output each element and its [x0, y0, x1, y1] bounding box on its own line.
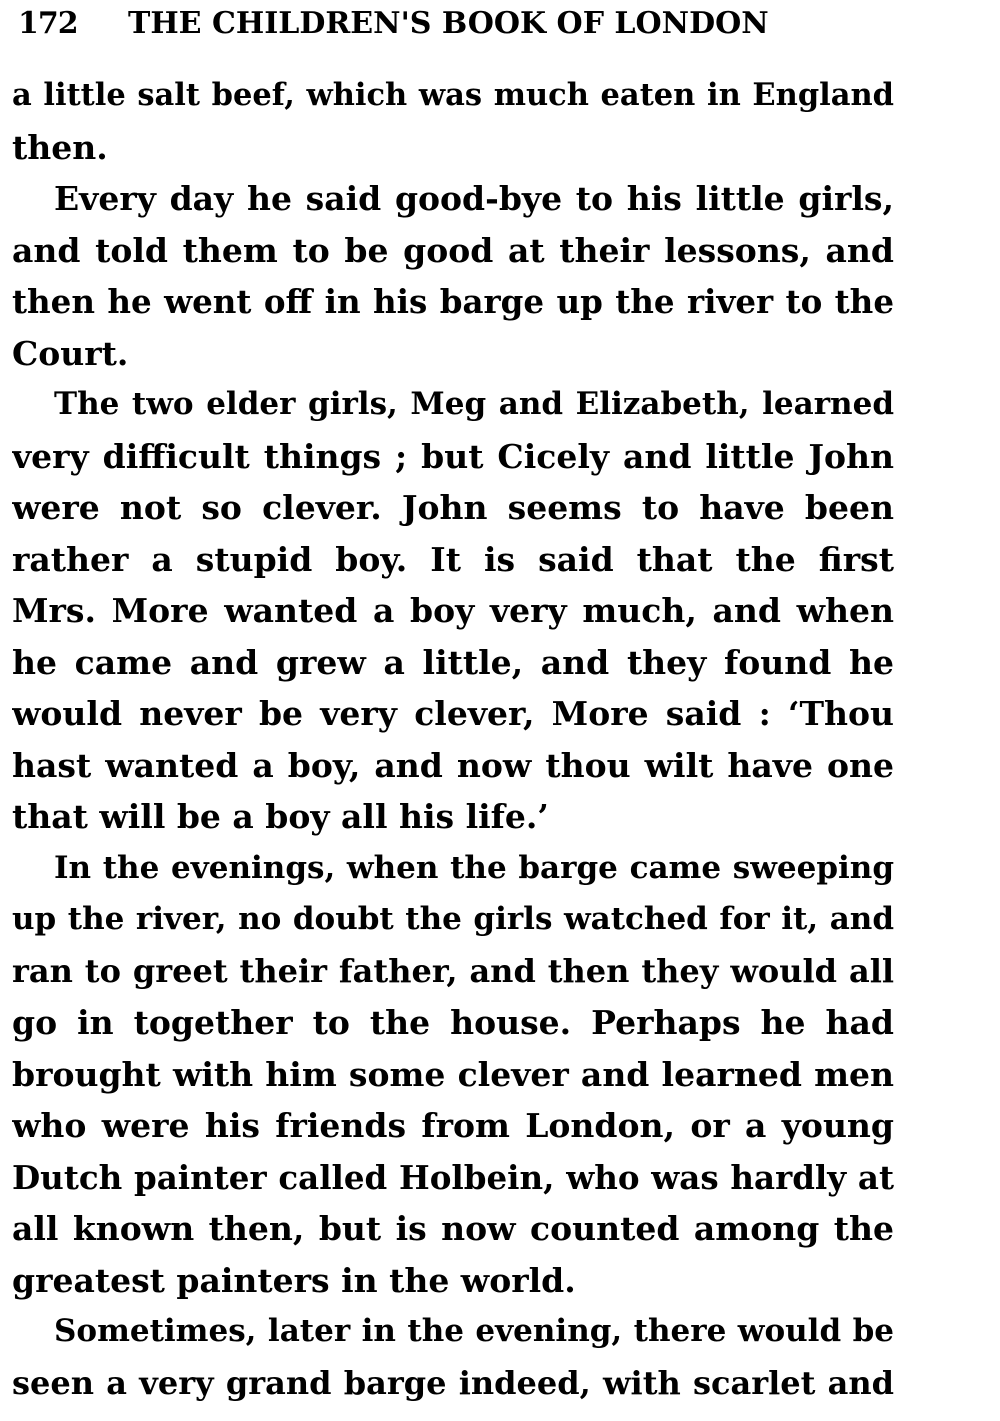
text-line: Every day he said good-bye to his little girls,: [54, 179, 894, 218]
body-text: [12, 70, 894, 1409]
text-line: brought with him some clever and learned men: [12, 1054, 894, 1094]
page-number: 172: [18, 6, 78, 41]
text-line: up the river, no doubt the girls watched for it, and: [12, 901, 894, 937]
text-line: seen a very grand barge indeed, with scarlet and: [12, 1363, 894, 1402]
text-line: a little salt beef, which was much eaten in England: [12, 77, 894, 113]
text-line: all known then, but is now counted among the: [12, 1209, 894, 1248]
text-line: The two elder girls, Meg and Elizabeth, learned: [54, 386, 894, 422]
text-line: he came and grew a little, and they found he: [12, 642, 894, 682]
text-line: then he went off in his barge up the river to the: [12, 282, 894, 321]
text-line: very difficult things ; but Cicely and little John: [12, 436, 894, 476]
text-line: who were his friends from London, or a young: [12, 1106, 894, 1145]
text-line: greatest painters in the world.: [12, 1260, 576, 1300]
text-line: Dutch painter called Holbein, who was hardly at: [12, 1157, 894, 1197]
text-line: hast wanted a boy, and now thou wilt have one: [12, 745, 894, 785]
text-line: rather a stupid boy. It is said that the first: [12, 539, 894, 579]
text-line: Court.: [12, 333, 129, 373]
book-title: THE CHILDREN'S BOOK OF LONDON: [128, 6, 769, 41]
running-head: [18, 2, 898, 46]
text-line: and told them to be good at their lessons, and: [12, 230, 894, 270]
text-line: ran to greet their father, and then they would all: [12, 951, 894, 990]
text-line: Mrs. More wanted a boy very much, and when: [12, 591, 894, 630]
text-line: would never be very clever, More said : ‘Thou: [12, 694, 894, 733]
text-line: Sometimes, later in the evening, there would be: [54, 1313, 894, 1349]
text-line: were not so clever. John seems to have been: [12, 488, 894, 527]
text-line: go in together to the house. Perhaps he had: [12, 1003, 894, 1042]
text-line: then.: [12, 127, 108, 167]
text-line: that will be a boy all his life.’: [12, 797, 549, 836]
text-line: In the evenings, when the barge came sweeping: [54, 849, 894, 886]
